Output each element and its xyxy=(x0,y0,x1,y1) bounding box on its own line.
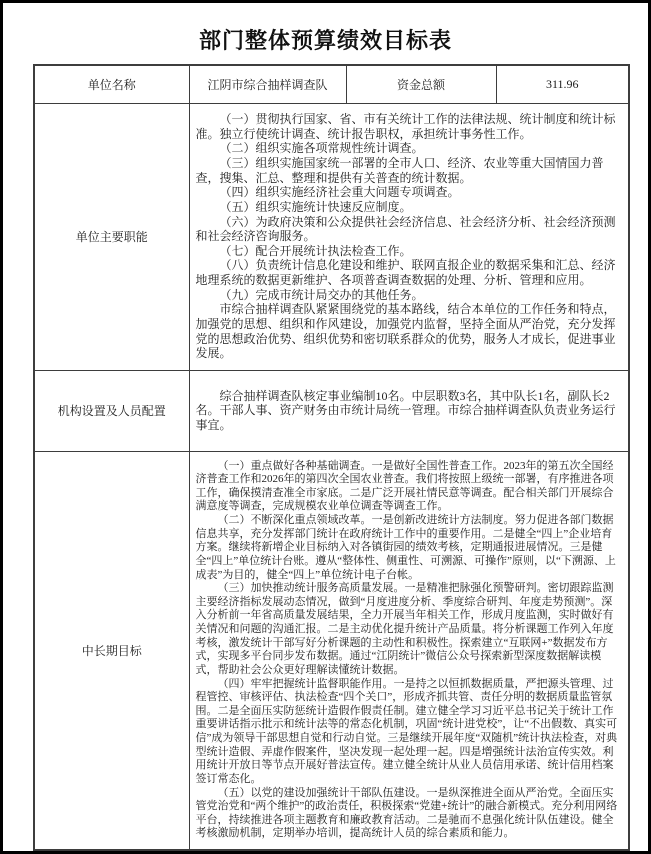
medium-long-term-goals-label: 中长期目标 xyxy=(34,451,189,850)
goal-item: （四）牢牢把握统计监督职能作用。一是持之以恒抓数据质量，严把源头管理、过程管控、审核评估、执法检查“四个关口”，形成齐抓共管、责任分明的数据质量监管氛围。二是全面压实防惩统计造假作假责任制。建立健全学习习近平总书记关于统计工作重要讲话指示批示和统计法等的常态化机制，巩固“统计进党校”，让“不出假数、真实可信”成为领导干部思想自觉和行动自觉。三是继续开展年度“双随机”统计执法检查，对典型统计造假、弄虚作假案件，坚决发现一起处理一起。四是增强统计法治宣传实效。利用统计开放日等节点开展好普法宣传。建立健全统计从业人员信用承诺、统计信用档案签订常态化。 xyxy=(195,677,618,785)
function-item: （一）贯彻执行国家、省、市有关统计工作的法律法规、统计制度和统计标准。独立行使统计调查、统计报告职权，承担统计事务性工作。 xyxy=(195,112,616,141)
unit-name-value: 江阴市综合抽样调查队 xyxy=(189,65,346,103)
goal-item: （二）不断深化重点领域改革。一是创新改进统计方法制度。努力促进各部门数据信息共享，充分发挥部门统计在政府统计工作中的重要作用。二是健全“四上”企业培育方案。继续将新增企业目标纳入对各镇街园的绩效考核，定期通报进展情况。三是健全“四上”单位统计台账。遵从“整体性、侧重性、可溯源、可操作”原则，以“下溯源、上成表”为目的，健全“四上”单位统计电子台帐。 xyxy=(195,514,616,581)
function-item: 市综合抽样调查队紧紧围绕党的基本路线，结合本单位的工作任务和特点，加强党的思想、组织和作风建设，加强党内监督，坚持全面从严治党，充分发挥党的思想政治优势、组织优势和密切联系群众的优势，服务人才成长，促进事业发展。 xyxy=(195,302,616,361)
function-item: （六）为政府决策和公众提供社会经济信息、社会经济分析、社会经济预测和社会经济咨询服务。 xyxy=(195,214,616,244)
organization-staffing-content xyxy=(189,370,629,451)
organization-staffing-text: 综合抽样调查队核定事业编制10名。中层职数3名，其中队长1名，副队长2名。干部人事、资产财务由市统计局统一管理。市综合抽样调查队负责业务运行事宜。 xyxy=(195,388,616,432)
performance-target-table xyxy=(33,64,630,851)
unit-name-label: 单位名称 xyxy=(34,65,189,103)
row-medium-long-term-goals xyxy=(34,451,629,850)
goal-item: （三）加快推动统计服务高质量发展。一是精准把脉强化预警研判。密切跟踪监测主要经济指标发展动态情况，做到“月度进度分析、季度综合研判、年度走势预测”。深入分析前一年省高质量发展结果，全力开展当年相关工作，形成月度监测，实时做好有关情况和问题的沟通汇报。二是主动优化提升统计产品质量。将分析课题工作列入年度考核，激发统计干部写好分析课题的主动性和积极性。探索建立“互联网+”数据发布方式，实现多平台同步发布数据。通过“江阴统计”微信公众号探索新型深度数据解读模式，帮助社会公众更好理解读懂统计数据。 xyxy=(195,582,614,676)
row-main-functions xyxy=(34,103,629,370)
main-functions-label: 单位主要职能 xyxy=(34,103,189,370)
function-item: （五）组织实施统计快速反应制度。 xyxy=(219,199,412,214)
goal-item: （一）重点做好各种基础调查。一是做好全国性普查工作。2023年的第五次全国经济普查工作和2026年的第四次全国农业普查。我们将按照上级统一部署，有序推进各项工作，确保摸清查准全市家底。二是广泛开展社情民意等调查。配合相关部门开展综合满意度等调查，完成规模农业单位调查等调查工作。 xyxy=(195,459,614,513)
fund-total-value: 311.96 xyxy=(496,65,629,103)
row-organization-staffing xyxy=(34,370,629,451)
fund-total-label: 资金总额 xyxy=(346,65,496,103)
organization-staffing-label: 机构设置及人员配置 xyxy=(34,370,189,451)
function-item: （四）组织实施经济社会重大问题专项调查。 xyxy=(219,185,460,200)
function-item: （七）配合开展统计执法检查工作。 xyxy=(219,243,412,258)
function-item: （三）组织实施国家统一部署的全市人口、经济、农业等重大国情国力普查，搜集、汇总、整理和提供有关普查的统计数据。 xyxy=(195,156,604,185)
main-functions-content xyxy=(189,103,629,370)
function-item: （八）负责统计信息化建设和维护、联网直报企业的数据采集和汇总、经济地理系统的数据更新维护、各项普查调查数据的处理、分析、管理和应用。 xyxy=(195,258,616,288)
function-item: （九）完成市统计局交办的其他任务。 xyxy=(219,287,424,302)
medium-long-term-goals-content xyxy=(189,451,629,850)
document-title: 部门整体预算绩效目标表 xyxy=(198,28,452,53)
goal-item: （五）以党的建设加强统计干部队伍建设。一是纵深推进全面从严治党。全面压实管党治党和“两个维护”的政治责任，积极探索“党建+统计”的融合新模式。充分利用网络平台，持续推进各项主题教育和廉政教育活动。二是驰而不息强化统计队伍建设。健全考核激励机制，定期举办培训，提高统计人员的综合素质和能力。 xyxy=(195,786,618,840)
row-unit-info xyxy=(34,65,629,103)
function-item: （二）组织实施各项常规性统计调查。 xyxy=(219,141,424,156)
